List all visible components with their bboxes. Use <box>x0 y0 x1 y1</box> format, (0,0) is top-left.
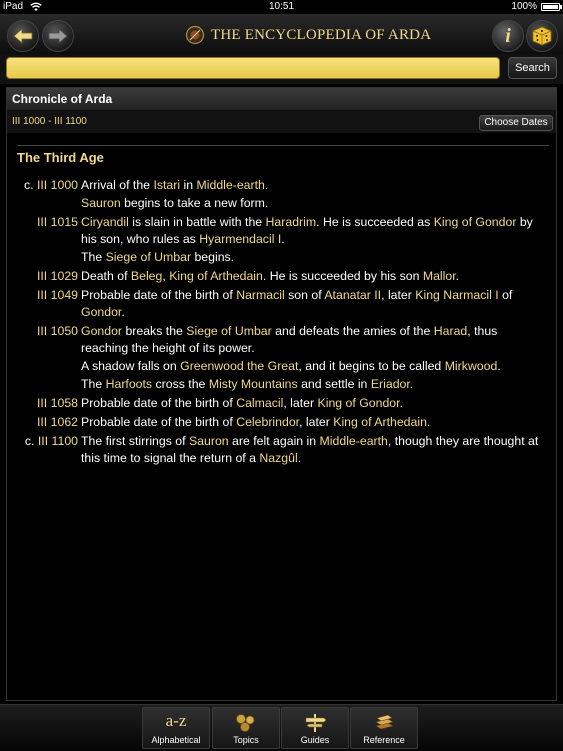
back-button[interactable] <box>7 20 39 52</box>
entry-text-run: , and it begins to be called <box>298 359 445 373</box>
app-title-text: THE ENCYCLOPEDIA OF ARDA <box>211 26 432 43</box>
divider <box>17 145 549 146</box>
tab-reference[interactable] <box>350 707 418 749</box>
info-icon: i <box>505 25 511 47</box>
tab-topics[interactable] <box>212 707 280 749</box>
entry-text-run: , later <box>283 396 318 410</box>
logo-icon <box>185 25 205 45</box>
forward-button[interactable] <box>42 20 74 52</box>
encyclopedia-link[interactable]: Mirkwood <box>444 359 498 373</box>
entry-text <box>81 214 547 248</box>
timeline-entry <box>17 214 547 248</box>
entry-text-run: is slain in battle with the <box>128 215 266 229</box>
tab-bar <box>0 704 563 751</box>
entry-text-run: The first stirrings of <box>81 434 189 448</box>
entry-date <box>17 195 81 212</box>
entry-text <box>81 358 547 375</box>
timeline-entry <box>17 376 547 393</box>
battery-level: 100% <box>511 1 537 12</box>
encyclopedia-link[interactable]: Siege of Umbar <box>186 324 272 338</box>
random-button[interactable] <box>526 20 558 52</box>
entry-text <box>81 414 547 431</box>
date-link[interactable]: III 1050 <box>36 324 78 338</box>
entry-text-run: . <box>426 415 431 429</box>
entry-text-run: Probable date of the birth of <box>81 288 237 302</box>
encyclopedia-link[interactable]: Istari <box>153 178 181 192</box>
entry-date[interactable] <box>17 177 81 194</box>
timeline-entry <box>17 414 547 431</box>
entry-text-run: . <box>409 377 414 391</box>
app-title <box>185 24 431 46</box>
guides-icon <box>303 712 327 734</box>
encyclopedia-link[interactable]: Celebrindor <box>236 415 300 429</box>
date-link[interactable]: III 1100 <box>37 434 78 448</box>
encyclopedia-link[interactable]: Middle-earth <box>196 178 265 192</box>
tab-guides[interactable] <box>281 707 349 749</box>
date-link[interactable]: III 1000 <box>36 178 78 192</box>
panel-title: Chronicle of Arda <box>12 92 113 106</box>
entry-text-run: , though they are thought at this time to signal the return of a <box>81 434 539 465</box>
entry-text-run: , thus reaching the height of its power. <box>81 324 498 355</box>
date-link[interactable]: III 1049 <box>36 288 78 302</box>
encyclopedia-link[interactable]: Beleg <box>130 269 163 283</box>
arrow-left-icon <box>13 28 33 44</box>
encyclopedia-link[interactable]: Siege of Umbar <box>105 250 192 264</box>
choose-dates-button[interactable]: Choose Dates <box>479 115 553 131</box>
top-bar <box>0 14 563 54</box>
entry-text-run: begins. <box>191 250 235 264</box>
dice-icon <box>531 25 553 47</box>
timeline-entry <box>17 268 547 285</box>
entry-text-run: and settle in <box>297 377 371 391</box>
entry-text-run: . He is succeeded as <box>316 215 434 229</box>
encyclopedia-link[interactable]: Atanatar II <box>324 288 382 302</box>
encyclopedia-link[interactable]: Harad <box>433 324 468 338</box>
entry-date[interactable] <box>17 414 81 431</box>
encyclopedia-link[interactable]: Gondor <box>81 305 122 319</box>
battery-icon <box>541 3 560 11</box>
entry-text-run: A shadow falls on <box>81 359 181 373</box>
timeline-entry <box>17 249 547 266</box>
entry-text <box>81 376 547 393</box>
encyclopedia-link[interactable]: King Narmacil I <box>415 288 499 302</box>
entry-text-run: cross the <box>152 377 209 391</box>
timeline-entry <box>17 323 547 357</box>
entry-text-run: Arrival of the <box>81 178 154 192</box>
entry-date[interactable] <box>17 214 81 248</box>
entry-text-run: breaks the <box>122 324 187 338</box>
entry-text-run: The <box>81 250 106 264</box>
tab-alphabetical[interactable] <box>142 707 210 749</box>
entry-date <box>17 376 81 393</box>
entry-date[interactable] <box>17 268 81 285</box>
entry-text-run: , later <box>381 288 416 302</box>
encyclopedia-link[interactable]: Greenwood the Great <box>180 359 299 373</box>
encyclopedia-link[interactable]: Mallor <box>422 269 456 283</box>
entry-text-run: in <box>180 178 197 192</box>
entry-text-run: . <box>399 396 403 410</box>
encyclopedia-link[interactable]: Narmacil <box>236 288 285 302</box>
date-prefix: c. <box>23 178 37 192</box>
timeline-entry <box>17 177 547 194</box>
encyclopedia-link[interactable]: Sauron <box>81 196 121 210</box>
entry-date <box>17 249 81 266</box>
entry-text <box>81 323 547 357</box>
entry-date[interactable] <box>17 395 81 412</box>
timeline-entry <box>17 287 547 321</box>
entry-text-run: . <box>264 178 269 192</box>
topics-icon <box>234 712 258 734</box>
entry-text-run: of <box>498 288 513 302</box>
entry-text-run: . <box>281 232 285 246</box>
encyclopedia-link[interactable]: Haradrim <box>265 215 317 229</box>
encyclopedia-link[interactable]: Nazgûl <box>259 451 298 465</box>
entry-date[interactable] <box>17 433 81 467</box>
a-z-icon: a-z <box>165 711 187 730</box>
encyclopedia-link[interactable]: Sauron <box>188 434 229 448</box>
date-link[interactable]: III 1058 <box>36 396 78 410</box>
entry-text-run: , <box>162 269 170 283</box>
timeline-entries <box>17 177 547 469</box>
entry-text <box>81 177 547 194</box>
tab-label: Reference <box>363 735 405 745</box>
entry-text-run: . <box>297 451 302 465</box>
timeline-entry <box>17 195 547 212</box>
entry-text-run: Probable date of the birth of <box>81 415 237 429</box>
entry-text-run: son of <box>284 288 325 302</box>
entry-text <box>81 195 547 212</box>
entry-text-run: and defeats the amies of the <box>271 324 434 338</box>
encyclopedia-link[interactable]: Hyarmendacil I <box>199 232 282 246</box>
entry-text-run: . <box>455 269 460 283</box>
search-button[interactable]: Search <box>508 57 557 79</box>
encyclopedia-link[interactable]: Harfoots <box>105 377 153 391</box>
date-link[interactable]: III 1029 <box>36 269 78 283</box>
entry-text <box>81 287 547 321</box>
date-prefix: c. <box>24 434 38 448</box>
search-input[interactable] <box>6 57 500 79</box>
device-name: iPad <box>3 1 24 12</box>
entry-text-run: . <box>497 359 501 373</box>
entry-text-run: are felt again in <box>228 434 320 448</box>
entry-text-run: begins to take a new form. <box>120 196 269 210</box>
entry-date[interactable] <box>17 323 81 357</box>
encyclopedia-link[interactable]: Middle-earth <box>319 434 388 448</box>
timeline-entry <box>17 433 547 467</box>
entry-text <box>81 268 547 285</box>
timeline-entry <box>17 358 547 375</box>
timeline-entry <box>17 395 547 412</box>
entry-text-run: , later <box>299 415 334 429</box>
tab-label: Topics <box>233 735 259 745</box>
encyclopedia-link[interactable]: Gondor <box>81 324 123 338</box>
arrow-right-icon <box>48 28 68 44</box>
entry-text-run: Probable date of the birth of <box>81 396 237 410</box>
tab-label: Alphabetical <box>151 735 201 745</box>
entry-text-run: Death of <box>81 269 131 283</box>
status-bar <box>0 0 563 14</box>
age-title: The Third Age <box>17 150 104 165</box>
panel-header <box>7 88 556 111</box>
chronicle-content <box>7 134 556 694</box>
date-link[interactable]: III 1015 <box>36 215 78 229</box>
entry-text-run: . <box>121 305 125 319</box>
encyclopedia-link[interactable]: King of Gondor <box>317 396 400 410</box>
entry-text <box>81 395 547 412</box>
entry-text-run: by his son, who rules as <box>81 215 533 246</box>
date-range-row <box>7 111 556 133</box>
entry-text-run: . He is succeeded by his son <box>262 269 423 283</box>
reference-icon <box>372 712 396 734</box>
tab-label: Guides <box>300 735 330 745</box>
entry-date <box>17 358 81 375</box>
encyclopedia-link[interactable]: Ciryandil <box>81 215 129 229</box>
entry-date[interactable] <box>17 287 81 321</box>
clock: 10:51 <box>268 1 295 12</box>
entry-text-run: The <box>81 377 106 391</box>
date-range: III 1000 - III 1100 <box>12 116 87 127</box>
info-button[interactable] <box>492 20 524 52</box>
search-bar <box>0 54 563 84</box>
chronicle-panel <box>6 87 557 701</box>
encyclopedia-link[interactable]: Eriador <box>370 377 410 391</box>
date-link[interactable]: III 1062 <box>36 415 78 429</box>
encyclopedia-link[interactable]: Misty Mountains <box>208 377 298 391</box>
encyclopedia-link[interactable]: King of Arthedain <box>169 269 263 283</box>
entry-text <box>81 249 547 266</box>
entry-text <box>81 433 547 467</box>
encyclopedia-link[interactable]: Calmacil <box>236 396 284 410</box>
encyclopedia-link[interactable]: King of Gondor <box>433 215 517 229</box>
encyclopedia-link[interactable]: King of Arthedain <box>333 415 427 429</box>
